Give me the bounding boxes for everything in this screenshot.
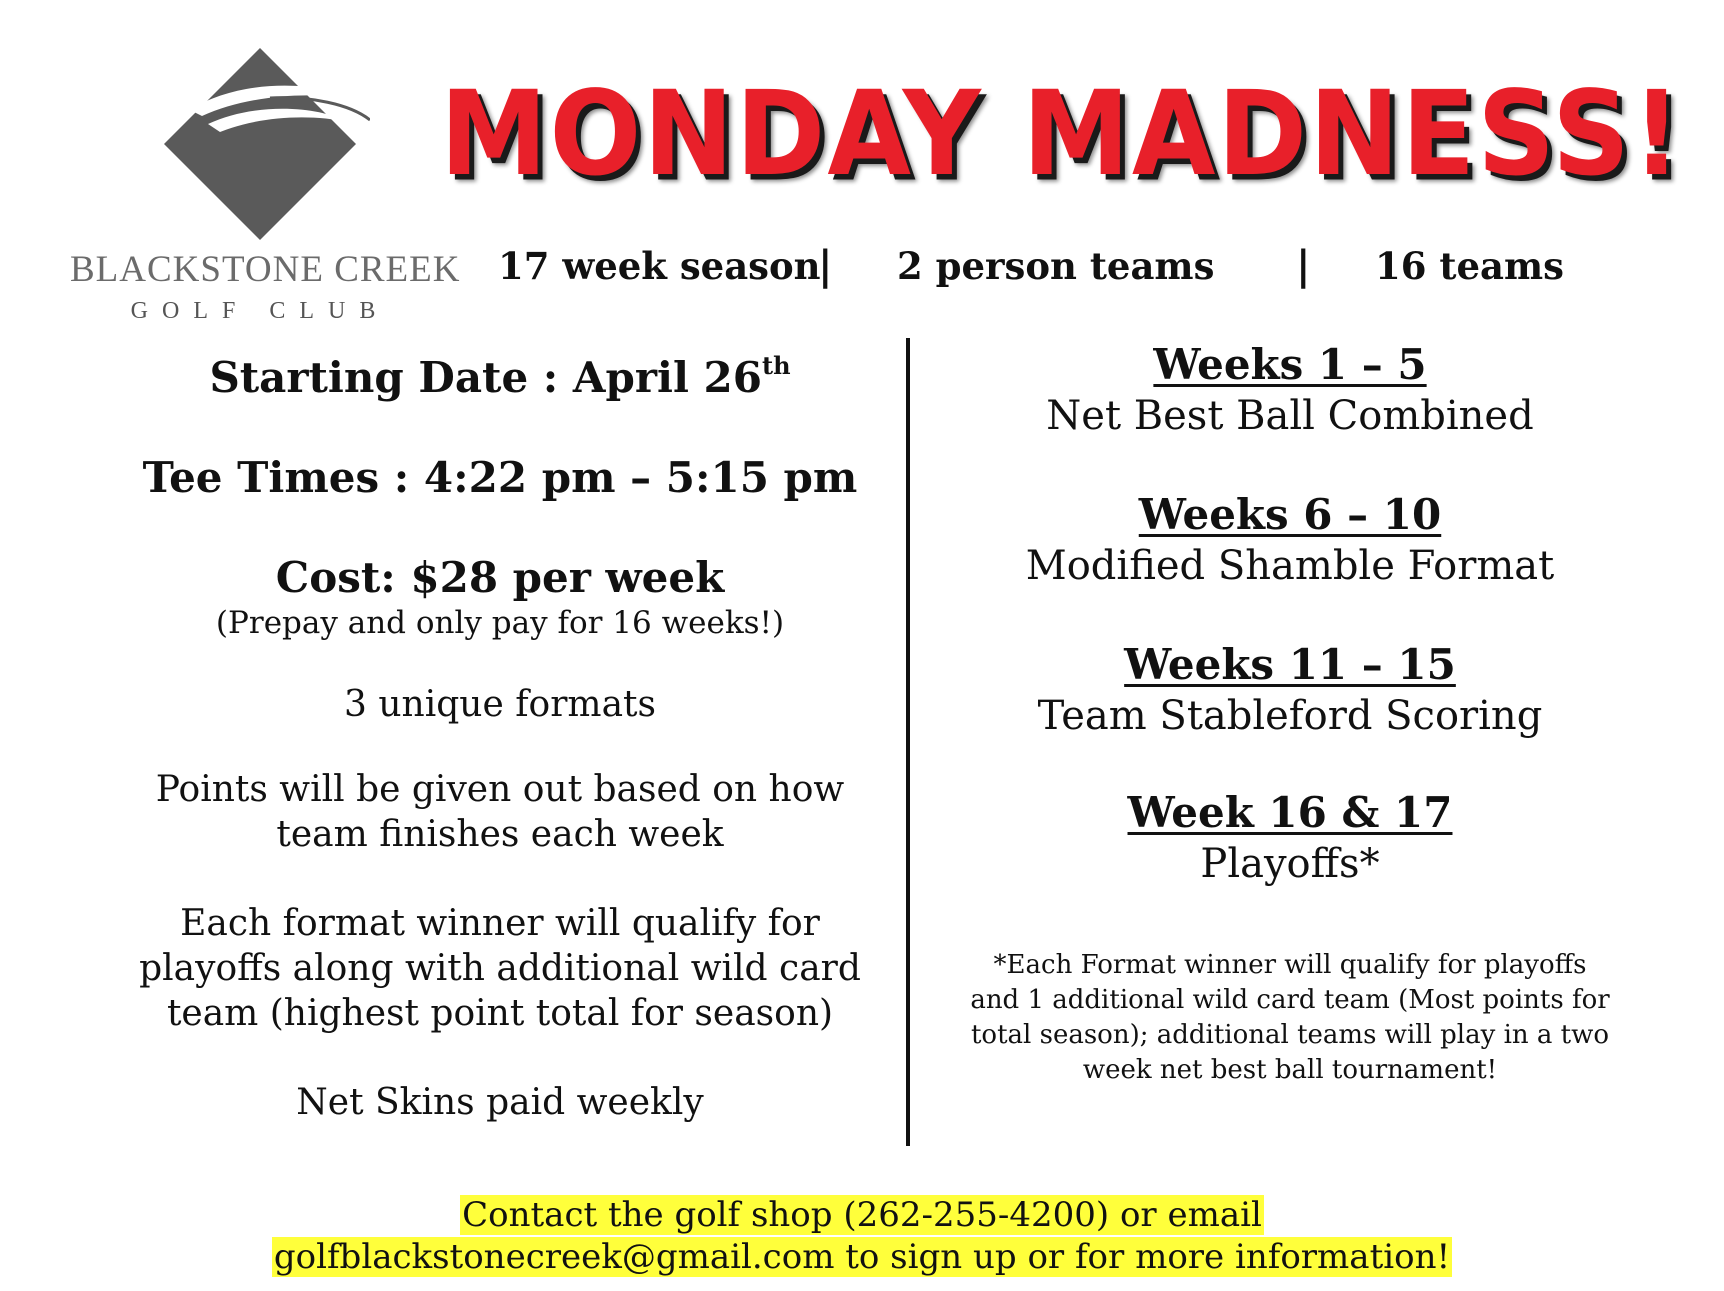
winner-line: Each format winner will qualify for bbox=[180, 903, 820, 944]
league-details bbox=[120, 340, 880, 1125]
winner-line: team (highest point total for season) bbox=[166, 993, 834, 1034]
tee-times: Tee Times : 4:22 pm – 5:15 pm bbox=[142, 453, 858, 502]
schedule-format: Playoffs* bbox=[1200, 841, 1380, 887]
schedule-block bbox=[940, 640, 1640, 742]
schedule-block bbox=[940, 340, 1640, 442]
column-divider bbox=[906, 338, 910, 1146]
contact-line: golfblackstonecreek@gmail.com to sign up or for more information! bbox=[273, 1237, 1451, 1277]
winner-line: playoffs along with additional wild card bbox=[139, 948, 861, 989]
contact-line: Contact the golf shop (262-255-4200) or email bbox=[462, 1195, 1262, 1235]
stat-separator: | bbox=[818, 242, 833, 289]
note-line: week net best ball tournament! bbox=[1082, 1055, 1498, 1085]
note-line: total season); additional teams will play in a two bbox=[970, 1020, 1610, 1050]
schedule-heading: Weeks 6 – 10 bbox=[1138, 490, 1442, 539]
formats-count: 3 unique formats bbox=[344, 684, 656, 725]
schedule bbox=[940, 340, 1640, 1088]
points-line: Points will be given out based on how bbox=[155, 769, 845, 810]
net-skins: Net Skins paid weekly bbox=[296, 1082, 704, 1123]
schedule-block bbox=[940, 490, 1640, 592]
schedule-heading: Week 16 & 17 bbox=[1127, 788, 1453, 837]
stat-separator: | bbox=[1296, 242, 1311, 289]
schedule-format: Modified Shamble Format bbox=[1025, 543, 1555, 589]
cost: Cost: $28 per week bbox=[275, 553, 725, 602]
cost-note: (Prepay and only pay for 16 weeks!) bbox=[215, 605, 785, 641]
schedule-heading: Weeks 1 – 5 bbox=[1153, 340, 1427, 389]
logo-club-name: BLACKSTONE CREEK bbox=[70, 249, 461, 290]
points-line: team finishes each week bbox=[276, 814, 724, 855]
schedule-format: Net Best Ball Combined bbox=[1046, 393, 1534, 439]
blackstone-creek-diamond-icon bbox=[150, 40, 370, 250]
contact-info bbox=[0, 1194, 1724, 1278]
winner-info bbox=[120, 901, 880, 1036]
playoffs-note bbox=[940, 948, 1640, 1088]
schedule-heading: Weeks 11 – 15 bbox=[1124, 640, 1456, 689]
note-line: *Each Format winner will qualify for playoffs bbox=[993, 950, 1587, 980]
stat-team-count: 16 teams bbox=[1375, 244, 1564, 288]
schedule-block bbox=[940, 788, 1640, 890]
page-title: MONDAY MADNESS! bbox=[440, 67, 1684, 202]
stat-team-size: 2 person teams bbox=[897, 244, 1215, 288]
note-line: and 1 additional wild card team (Most points for bbox=[970, 985, 1610, 1015]
schedule-format: Team Stableford Scoring bbox=[1037, 693, 1543, 739]
logo-subtitle: GOLF CLUB bbox=[130, 298, 390, 324]
starting-date: Starting Date : April 26th bbox=[209, 351, 791, 402]
points-info bbox=[120, 767, 880, 857]
stat-season-length: 17 week season bbox=[498, 244, 821, 288]
club-logo bbox=[70, 40, 461, 330]
